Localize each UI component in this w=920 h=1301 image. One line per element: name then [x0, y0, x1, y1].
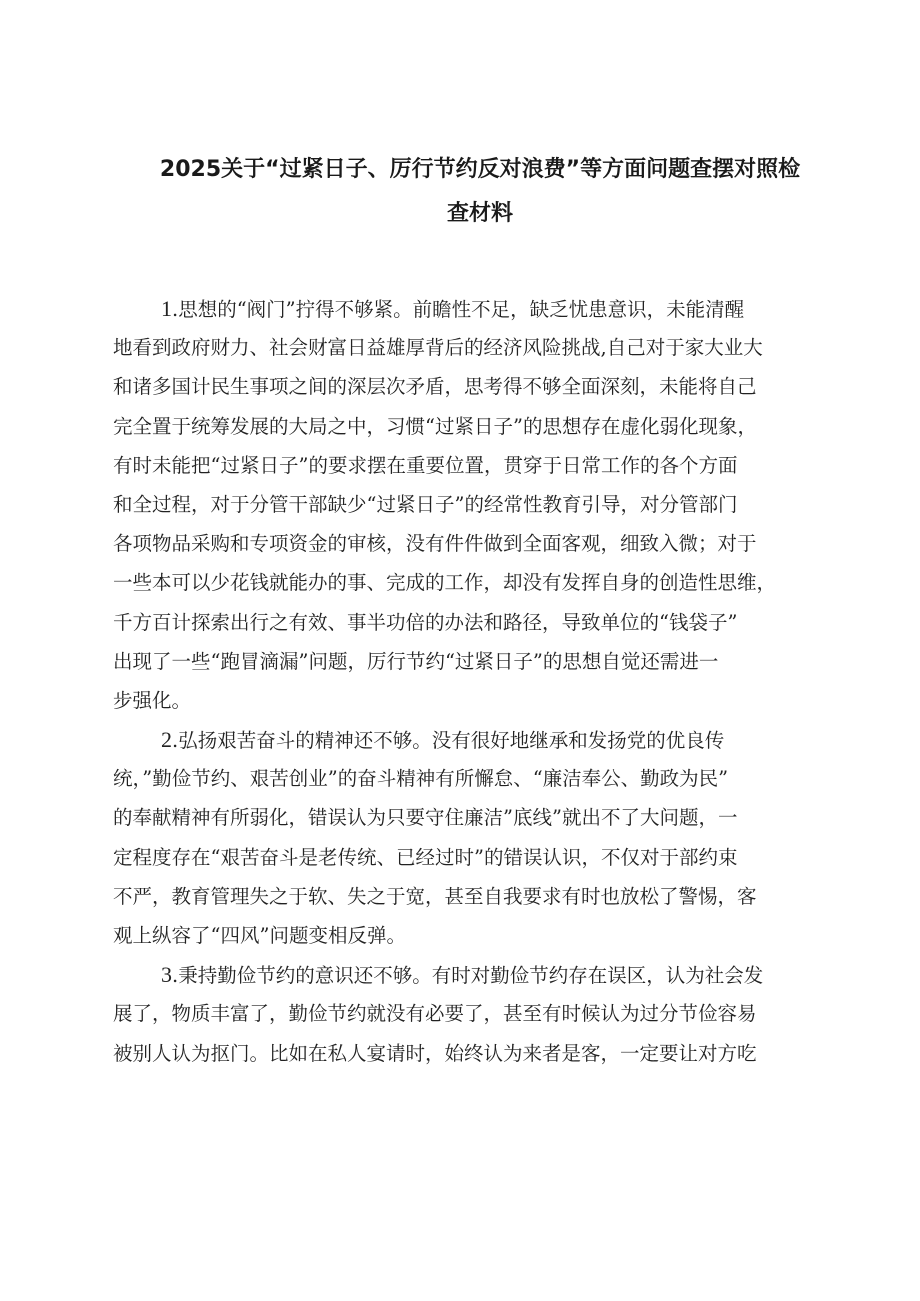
paragraph-line: 和诸多国计民生事项之间的深层次矛盾，思考得不够全面深刻，未能将自己 [113, 375, 757, 399]
paragraph-number: 1 [161, 296, 172, 321]
paragraph-line [113, 720, 843, 759]
paragraph-number: 2 [161, 727, 172, 753]
paragraph-line [113, 955, 843, 994]
paragraph-1 [113, 289, 843, 720]
title-line-2: 查材料 [446, 201, 513, 226]
paragraph-line [113, 289, 843, 328]
paragraph-number: 3 [161, 962, 172, 988]
line-text: .弘扬艰苦奋斗的精神还不够。没有很好地继承和发扬党的优良传 [172, 729, 725, 753]
paragraph-line: 一些本可以少花钱就能办的事、完成的工作，却没有发挥自身的创造性思维， [113, 571, 777, 595]
paragraph-line: 出现了一些“跑冒滴漏”问题，厉行节约“过紧日子”的思想自觉还需进一 [113, 649, 719, 673]
document-title [110, 148, 850, 236]
document-body [113, 289, 843, 1073]
line-text: .秉持勤俭节约的意识还不够。有时对勤俭节约存在误区，认为社会发 [172, 964, 764, 988]
line-text: .思想的“阀门”拧得不够紧。前瞻性不足，缺乏忧患意识，未能清醒 [172, 298, 745, 321]
paragraph-line: 地看到政府财力、社会财富日益雄厚背后的经济风险挑战,自己对于家大业大 [113, 336, 763, 360]
paragraph-line: 有时未能把“过紧日子”的要求摆在重要位置，贯穿于日常工作的各个方面 [113, 453, 738, 477]
title-line-1: 2025关于“过紧日子、厉行节约反对浪费”等方面问题查摆对照检 [159, 157, 801, 182]
paragraph-line: 和全过程，对于分管干部缺少“过紧日子”的经常性教育引导，对分管部门 [113, 492, 738, 516]
paragraph-line: 不严，教育管理失之于软、失之于宽，甚至自我要求有时也放松了警惕，客 [113, 884, 757, 908]
paragraph-line: 观上纵容了“四风”问题变相反弹。 [113, 924, 406, 947]
paragraph-line: 被别人认为抠门。比如在私人宴请时，始终认为来者是客，一定要让对方吃 [113, 1041, 757, 1065]
paragraph-3 [113, 955, 843, 1073]
paragraph-line: 步强化。 [113, 688, 192, 712]
paragraph-2 [113, 720, 843, 955]
paragraph-line: 统，”勤俭节约、艰苦创业”的奋斗精神有所懈怠、“廉洁奉公、勤政为民” [113, 767, 729, 791]
paragraph-line: 各项物品采购和专项资金的审核，没有件件做到全面客观，细致入微；对于 [113, 532, 757, 556]
paragraph-line: 的奉献精神有所弱化，错误认为只要守住廉洁”底线”就出不了大问题，一 [113, 806, 738, 830]
paragraph-line: 展了，物质丰富了，勤俭节约就没有必要了，甚至有时候认为过分节俭容易 [113, 1002, 757, 1026]
paragraph-line: 千方百计探索出行之有效、事半功倍的办法和路径，导致单位的“钱袋子” [113, 610, 738, 634]
paragraph-line: 完全置于统筹发展的大局之中，习惯“过紧日子”的思想存在虚化弱化现象， [113, 414, 757, 438]
paragraph-line: 定程度存在“艰苦奋斗是老传统、已经过时”的错误认识，不仅对于部约束 [113, 845, 738, 869]
